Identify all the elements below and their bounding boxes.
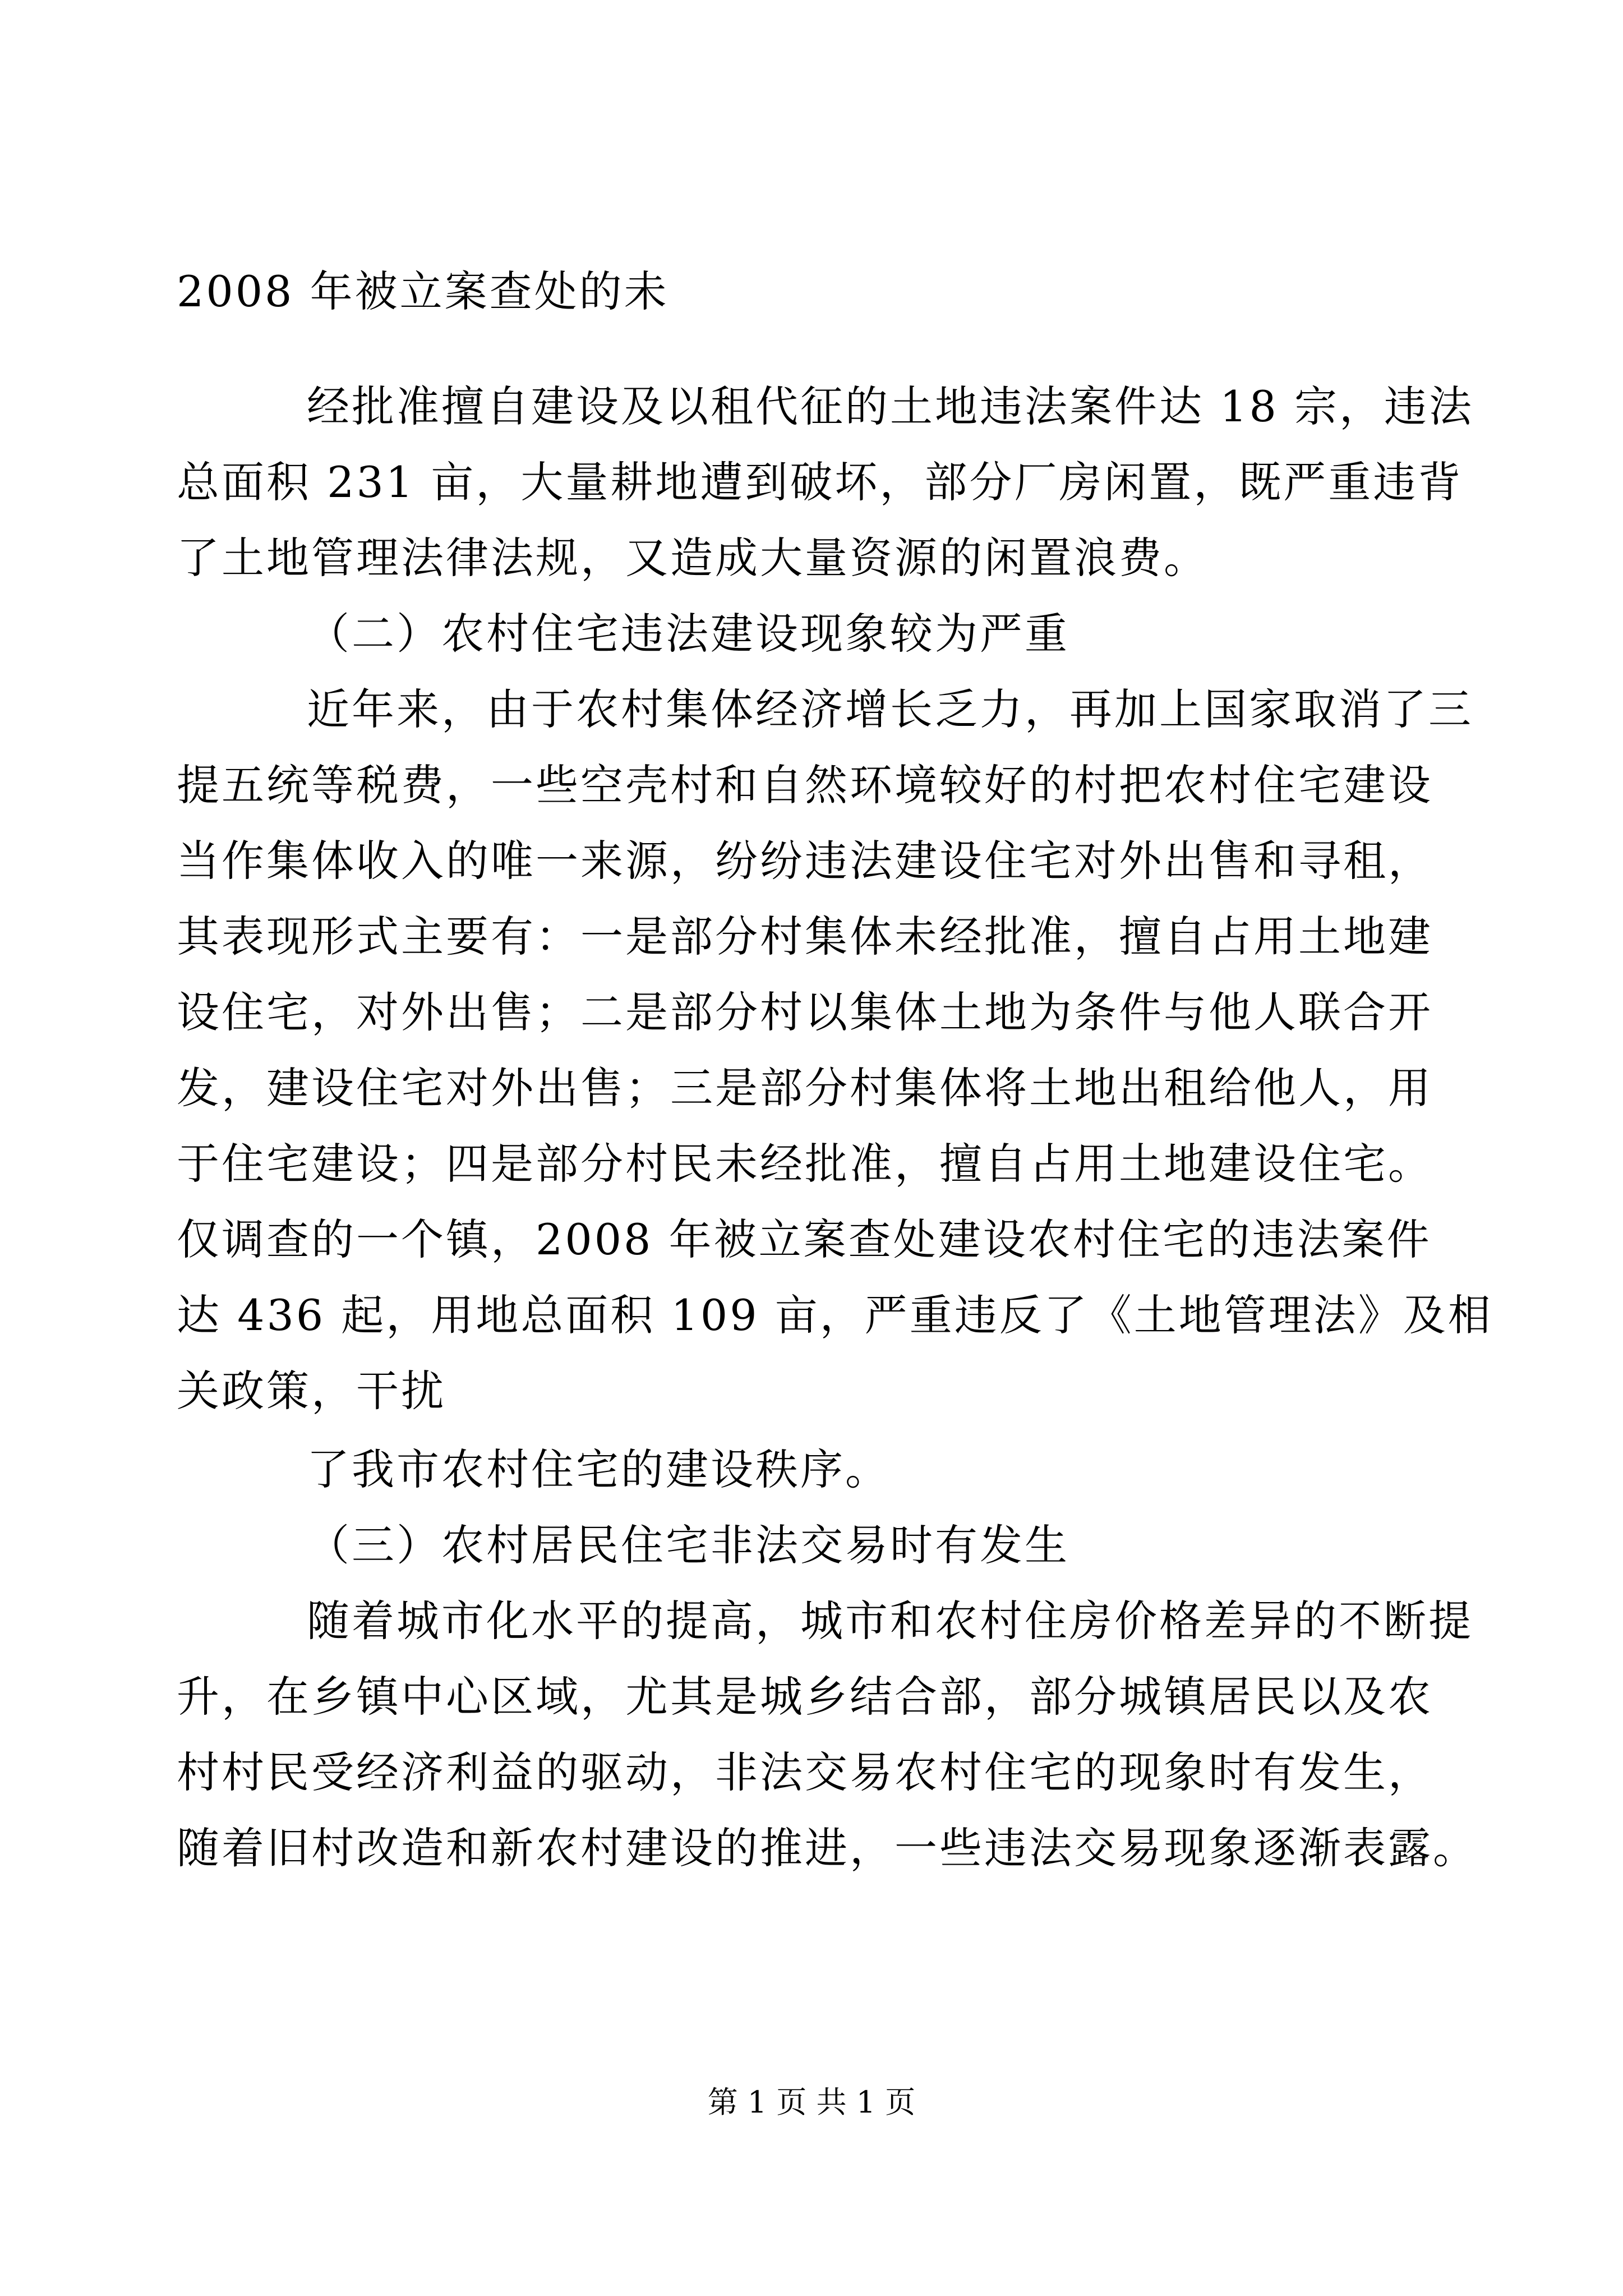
text-line: 其表现形式主要有：一是部分村集体未经批准，擅自占用土地建 [177,912,1433,961]
text-line: 设住宅，对外出售；二是部分村以集体土地为条件与他人联合开 [177,987,1433,1037]
text-line: 发，建设住宅对外出售；三是部分村集体将土地出租给他人，用 [177,1063,1433,1113]
text-line: 达 436 起，用地总面积 109 亩，严重违反了《土地管理法》及相 [177,1290,1493,1340]
text-line: 村村民受经济利益的驱动，非法交易农村住宅的现象时有发生， [177,1747,1433,1797]
section-heading: （三）农村居民住宅非法交易时有发生 [307,1520,1069,1570]
text-line: 升，在乡镇中心区域，尤其是城乡结合部，部分城镇居民以及农 [177,1672,1433,1722]
text-line: 经批准擅自建设及以租代征的土地违法案件达 18 宗，违法 [307,381,1474,431]
text-line: 随着城市化水平的提高，城市和农村住房价格差异的不断提 [307,1596,1473,1646]
text-line: 仅调查的一个镇，2008 年被立案查处建设农村住宅的违法案件 [177,1214,1432,1264]
text-line: 随着旧村改造和新农村建设的推进，一些违法交易现象逐渐表露。 [177,1823,1478,1873]
section-heading: （二）农村住宅违法建设现象较为严重 [307,609,1069,659]
text-line: 当作集体收入的唯一来源，纷纷违法建设住宅对外出售和寻租， [177,836,1433,886]
text-line: 了我市农村住宅的建设秩序。 [307,1444,890,1494]
text-line: 提五统等税费，一些空壳村和自然环境较好的村把农村住宅建设 [177,760,1433,810]
text-line: 2008 年被立案查处的未 [177,266,669,316]
text-line: 总面积 231 亩，大量耕地遭到破坏，部分厂房闲置，既严重违背 [177,457,1463,507]
text-line: 于住宅建设；四是部分村民未经批准，擅自占用土地建设住宅。 [177,1139,1433,1189]
page-number-footer: 第 1 页 共 1 页 [707,2085,916,2120]
text-line: 关政策，干扰 [177,1366,446,1416]
text-line: 了土地管理法律法规，又造成大量资源的闲置浪费。 [177,533,1209,583]
text-line: 近年来，由于农村集体经济增长乏力，再加上国家取消了三 [307,684,1473,734]
